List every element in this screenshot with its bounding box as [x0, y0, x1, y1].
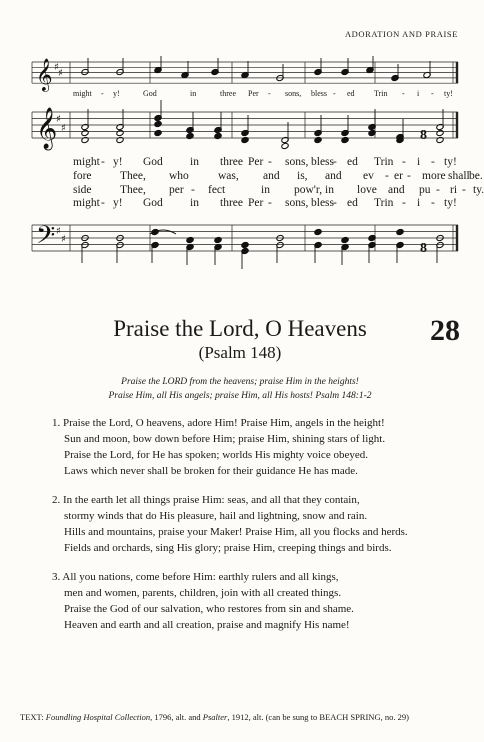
lyric-syllable: in	[325, 184, 334, 196]
lyric-syllable: bless	[311, 197, 334, 209]
lyric-syllable: pu	[419, 184, 431, 196]
lyric-syllable: fect	[208, 184, 226, 196]
lyric-syllable: be.	[469, 170, 483, 182]
note-head	[241, 241, 249, 248]
stanza-3: 3. All you nations, come before Him: earthly rulers and all kings, men and women, parents, children, join with all created things. Praise the God of our salvation, who restores from sin and shame. Heaven and earth and all creation, praise and magnify His name!	[52, 571, 354, 631]
lyric-syllable: and	[388, 184, 405, 196]
stanza-1: 1. Praise the Lord, O heavens, adore Him! Praise Him, angels in the height! Sun and moon, bow down before Him; praise Him, shining stars of light. Praise the Lord, for He has spoken; worlds His mighty voice obeyed. Laws which never shall be broken for their guidance He has made.	[52, 417, 386, 477]
lyric-syllable: i	[417, 156, 421, 168]
lyric-syllable: God	[143, 197, 163, 209]
lyric-syllable: -	[333, 89, 336, 98]
lyric-syllable: in	[190, 197, 199, 209]
lyric-syllable: -	[268, 197, 272, 209]
lyric-syllable: -	[431, 89, 434, 98]
note-head	[436, 136, 444, 143]
note-head	[154, 129, 162, 136]
lyric-syllable: -	[191, 184, 195, 196]
treble-clef-icon: 𝄞	[36, 58, 53, 91]
epigraph-line-1: Praise the LORD from the heavens; praise Him in the heights!	[121, 377, 359, 387]
note-head	[314, 136, 322, 143]
lyric-syllable: side	[73, 184, 92, 196]
lyric-syllable: -	[101, 156, 105, 168]
stanza-2: 2. In the earth let all things praise Him: seas, and all that they contain, stormy winds that do His pleasure, hail and lightning, snow and rain. Hills and mountains, praise your Maker! Praise Him, all you flocks and herds. Fields and orchards, sing His glory; praise Him, creeping things and birds.	[52, 494, 408, 554]
section-header: ADORATION AND PRAISE	[344, 29, 458, 39]
lyric-syllable: -	[431, 197, 435, 209]
lyric-syllable: three	[220, 197, 243, 209]
lyric-syllable: love	[357, 184, 377, 196]
lyric-syllable: i	[417, 89, 420, 98]
note-head	[214, 236, 222, 243]
lyric-syllable: -	[431, 156, 435, 168]
lyric-syllable: ty!	[444, 89, 453, 98]
lyric-syllable: in	[261, 184, 270, 196]
note-head	[241, 136, 249, 143]
lyric-syllable: er	[394, 170, 403, 182]
lyric-syllable: Trin	[374, 156, 394, 168]
lyric-syllable: in	[190, 89, 197, 98]
lyric-syllable: ty.	[473, 184, 484, 196]
text-credit: TEXT: Foundling Hospital Collection, 1796, alt. and Psalter, 1912, alt. (can be sung to BEACH SPRING, no. 29)	[20, 712, 409, 722]
note-head	[341, 236, 349, 243]
lyric-syllable: -	[101, 197, 105, 209]
lyric-syllable: Per	[248, 89, 259, 98]
sharp-icon: ♯	[61, 234, 66, 245]
lyric-syllable: y!	[113, 197, 123, 209]
treble-clef-icon: 𝄞	[36, 108, 58, 149]
lyric-syllable: shall	[448, 170, 470, 182]
note-head	[81, 136, 89, 143]
sharp-icon: ♯	[58, 68, 63, 79]
lyric-syllable: -	[268, 89, 271, 98]
lyric-syllable: -	[402, 156, 406, 168]
lyric-syllable: who	[169, 170, 189, 182]
hymn-title: Praise the Lord, O Heavens	[113, 316, 367, 341]
lyric-syllable: might	[73, 197, 100, 209]
lyric-syllable: and	[325, 170, 342, 182]
lyric-syllable: -	[407, 170, 411, 182]
lyric-syllable: Trin	[374, 197, 394, 209]
epigraph-line-2: Praise Him, all His angels; praise Him, all His hosts! Psalm 148:1-2	[108, 391, 372, 401]
note-head	[314, 228, 322, 235]
lyric-syllable: ed	[347, 156, 358, 168]
note-head	[396, 228, 404, 235]
note-head	[341, 136, 349, 143]
lyric-syllable: in	[190, 156, 199, 168]
lyric-syllable: three	[220, 89, 236, 98]
sharp-icon: ♯	[61, 123, 66, 134]
bass-clef-icon: 𝄢	[36, 221, 56, 256]
hymn-number: 28	[430, 314, 460, 347]
lyric-syllable: fore	[73, 170, 92, 182]
lyric-syllable: pow'r,	[294, 184, 323, 196]
lyric-syllable: -	[385, 170, 389, 182]
lyric-syllable: -	[436, 184, 440, 196]
note-head	[281, 142, 289, 149]
lyric-syllable: three	[220, 156, 243, 168]
note-head	[116, 129, 124, 136]
lyric-syllable: might	[73, 156, 100, 168]
lyric-syllable: ev	[363, 170, 374, 182]
lyric-syllable: Per	[248, 197, 264, 209]
lyric-syllable: -	[268, 156, 272, 168]
lyric-syllable: per	[169, 184, 184, 196]
lyric-syllable: God	[143, 89, 157, 98]
note-head	[186, 132, 194, 139]
sharp-icon: ♯	[54, 62, 59, 73]
hymn-subtitle: (Psalm 148)	[198, 343, 282, 362]
note-head	[116, 136, 124, 143]
lyric-syllable: sons,	[285, 197, 309, 209]
note-head	[81, 129, 89, 136]
lyric-syllable: Thee,	[120, 184, 146, 196]
lyric-syllable: might	[73, 89, 92, 98]
lyric-syllable: sons,	[285, 156, 309, 168]
lyric-syllable: was,	[218, 170, 239, 182]
note-head	[154, 120, 162, 127]
lyric-syllable: i	[417, 197, 421, 209]
lyric-syllable: ty!	[444, 156, 457, 168]
sharp-icon: ♯	[56, 114, 61, 125]
lyric-syllable: -	[333, 197, 337, 209]
time-signature: 8	[420, 241, 427, 256]
lyric-syllable: -	[101, 89, 104, 98]
lyric-syllable: God	[143, 156, 163, 168]
note-head	[151, 228, 159, 235]
scripture-epigraph	[0, 375, 480, 403]
lyric-syllable: -	[402, 89, 405, 98]
lyric-syllable: ty!	[444, 197, 457, 209]
lyric-syllable: ed	[347, 89, 355, 98]
hymn-music-notation	[0, 0, 480, 300]
lyric-syllable: ri	[450, 184, 458, 196]
lyric-syllable: bless	[311, 89, 327, 98]
lyric-syllable: -	[402, 197, 406, 209]
note-head	[436, 129, 444, 136]
lyric-syllable: y!	[113, 89, 120, 98]
note-head	[186, 236, 194, 243]
time-signature: 8	[420, 128, 427, 143]
lyric-syllable: Thee,	[120, 170, 146, 182]
lyric-syllable: -	[333, 156, 337, 168]
lyric-syllable: -	[462, 184, 466, 196]
lyric-syllable: is,	[297, 170, 308, 182]
lyric-syllable: sons,	[285, 89, 302, 98]
sharp-icon: ♯	[56, 226, 61, 237]
lyric-syllable: Trin	[374, 89, 388, 98]
lyric-syllable: ed	[347, 197, 358, 209]
lyric-syllable: bless	[311, 156, 334, 168]
lyric-syllable: y!	[113, 156, 123, 168]
lyric-syllable: and	[263, 170, 280, 182]
lyric-syllable: more	[422, 170, 446, 182]
lyric-syllable: Per	[248, 156, 264, 168]
note-head	[214, 132, 222, 139]
